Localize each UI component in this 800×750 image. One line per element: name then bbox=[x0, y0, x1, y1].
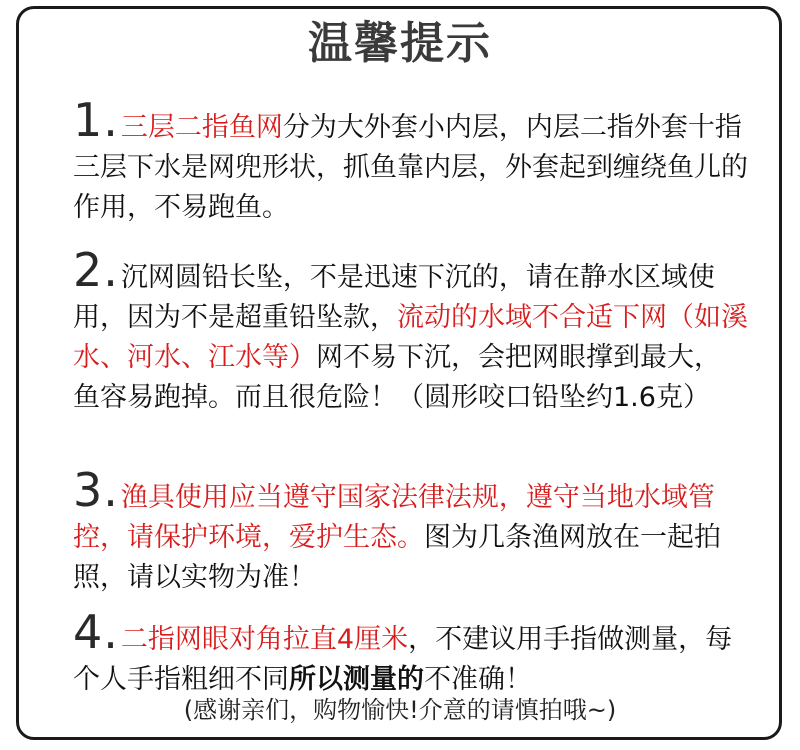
item-text-highlight: 流动的水域不合适下网（如溪水、河水、江水等） bbox=[73, 302, 748, 373]
item-text: 分为大外套小内层，内层二指外套十指三层下水是网兜形状，抓鱼靠内层，外套起到缠绕鱼儿的作用，不易跑鱼。 bbox=[73, 112, 748, 223]
item-text: ，不建议用手指做测量，每个人手指粗细不同 bbox=[73, 624, 733, 695]
item-number: 2. bbox=[73, 243, 119, 297]
item-number: 4. bbox=[73, 605, 119, 659]
footer-note: (感谢亲们，购物愉快!介意的请慎拍哦~) bbox=[183, 696, 617, 724]
item-text-highlight: 三层二指鱼网 bbox=[120, 112, 283, 143]
item-number: 1. bbox=[73, 93, 119, 147]
item-text-bold: 所以测量的 bbox=[289, 664, 424, 695]
item-text: 沉网圆铅长坠，不是迅速下沉的，请在静水区域使用，因为不是超重铅坠款， bbox=[73, 262, 715, 333]
item-text-highlight: 二指网眼对角拉直4厘米 bbox=[120, 624, 409, 655]
notice-item-3 bbox=[73, 463, 753, 598]
notice-item-2 bbox=[73, 243, 753, 418]
item-text: 网不易下沉，会把网眼撑到最大， 鱼容易跑掉。而且很危险！（圆形咬口铅坠约1.6克） bbox=[73, 342, 721, 413]
notice-item-4 bbox=[73, 605, 753, 700]
item-number: 3. bbox=[73, 463, 119, 517]
item-text-highlight: 渔具使用应当遵守国家法律法规，遵守当地水域管控，请保护环境，爱护生态。 bbox=[73, 482, 715, 553]
item-text: 不准确！ bbox=[424, 664, 532, 695]
item-text: 图为几条渔网放在一起拍照，请以实物为准！ bbox=[73, 522, 721, 593]
notice-item-1 bbox=[73, 93, 753, 228]
page-title: 温馨提示 bbox=[308, 18, 492, 69]
